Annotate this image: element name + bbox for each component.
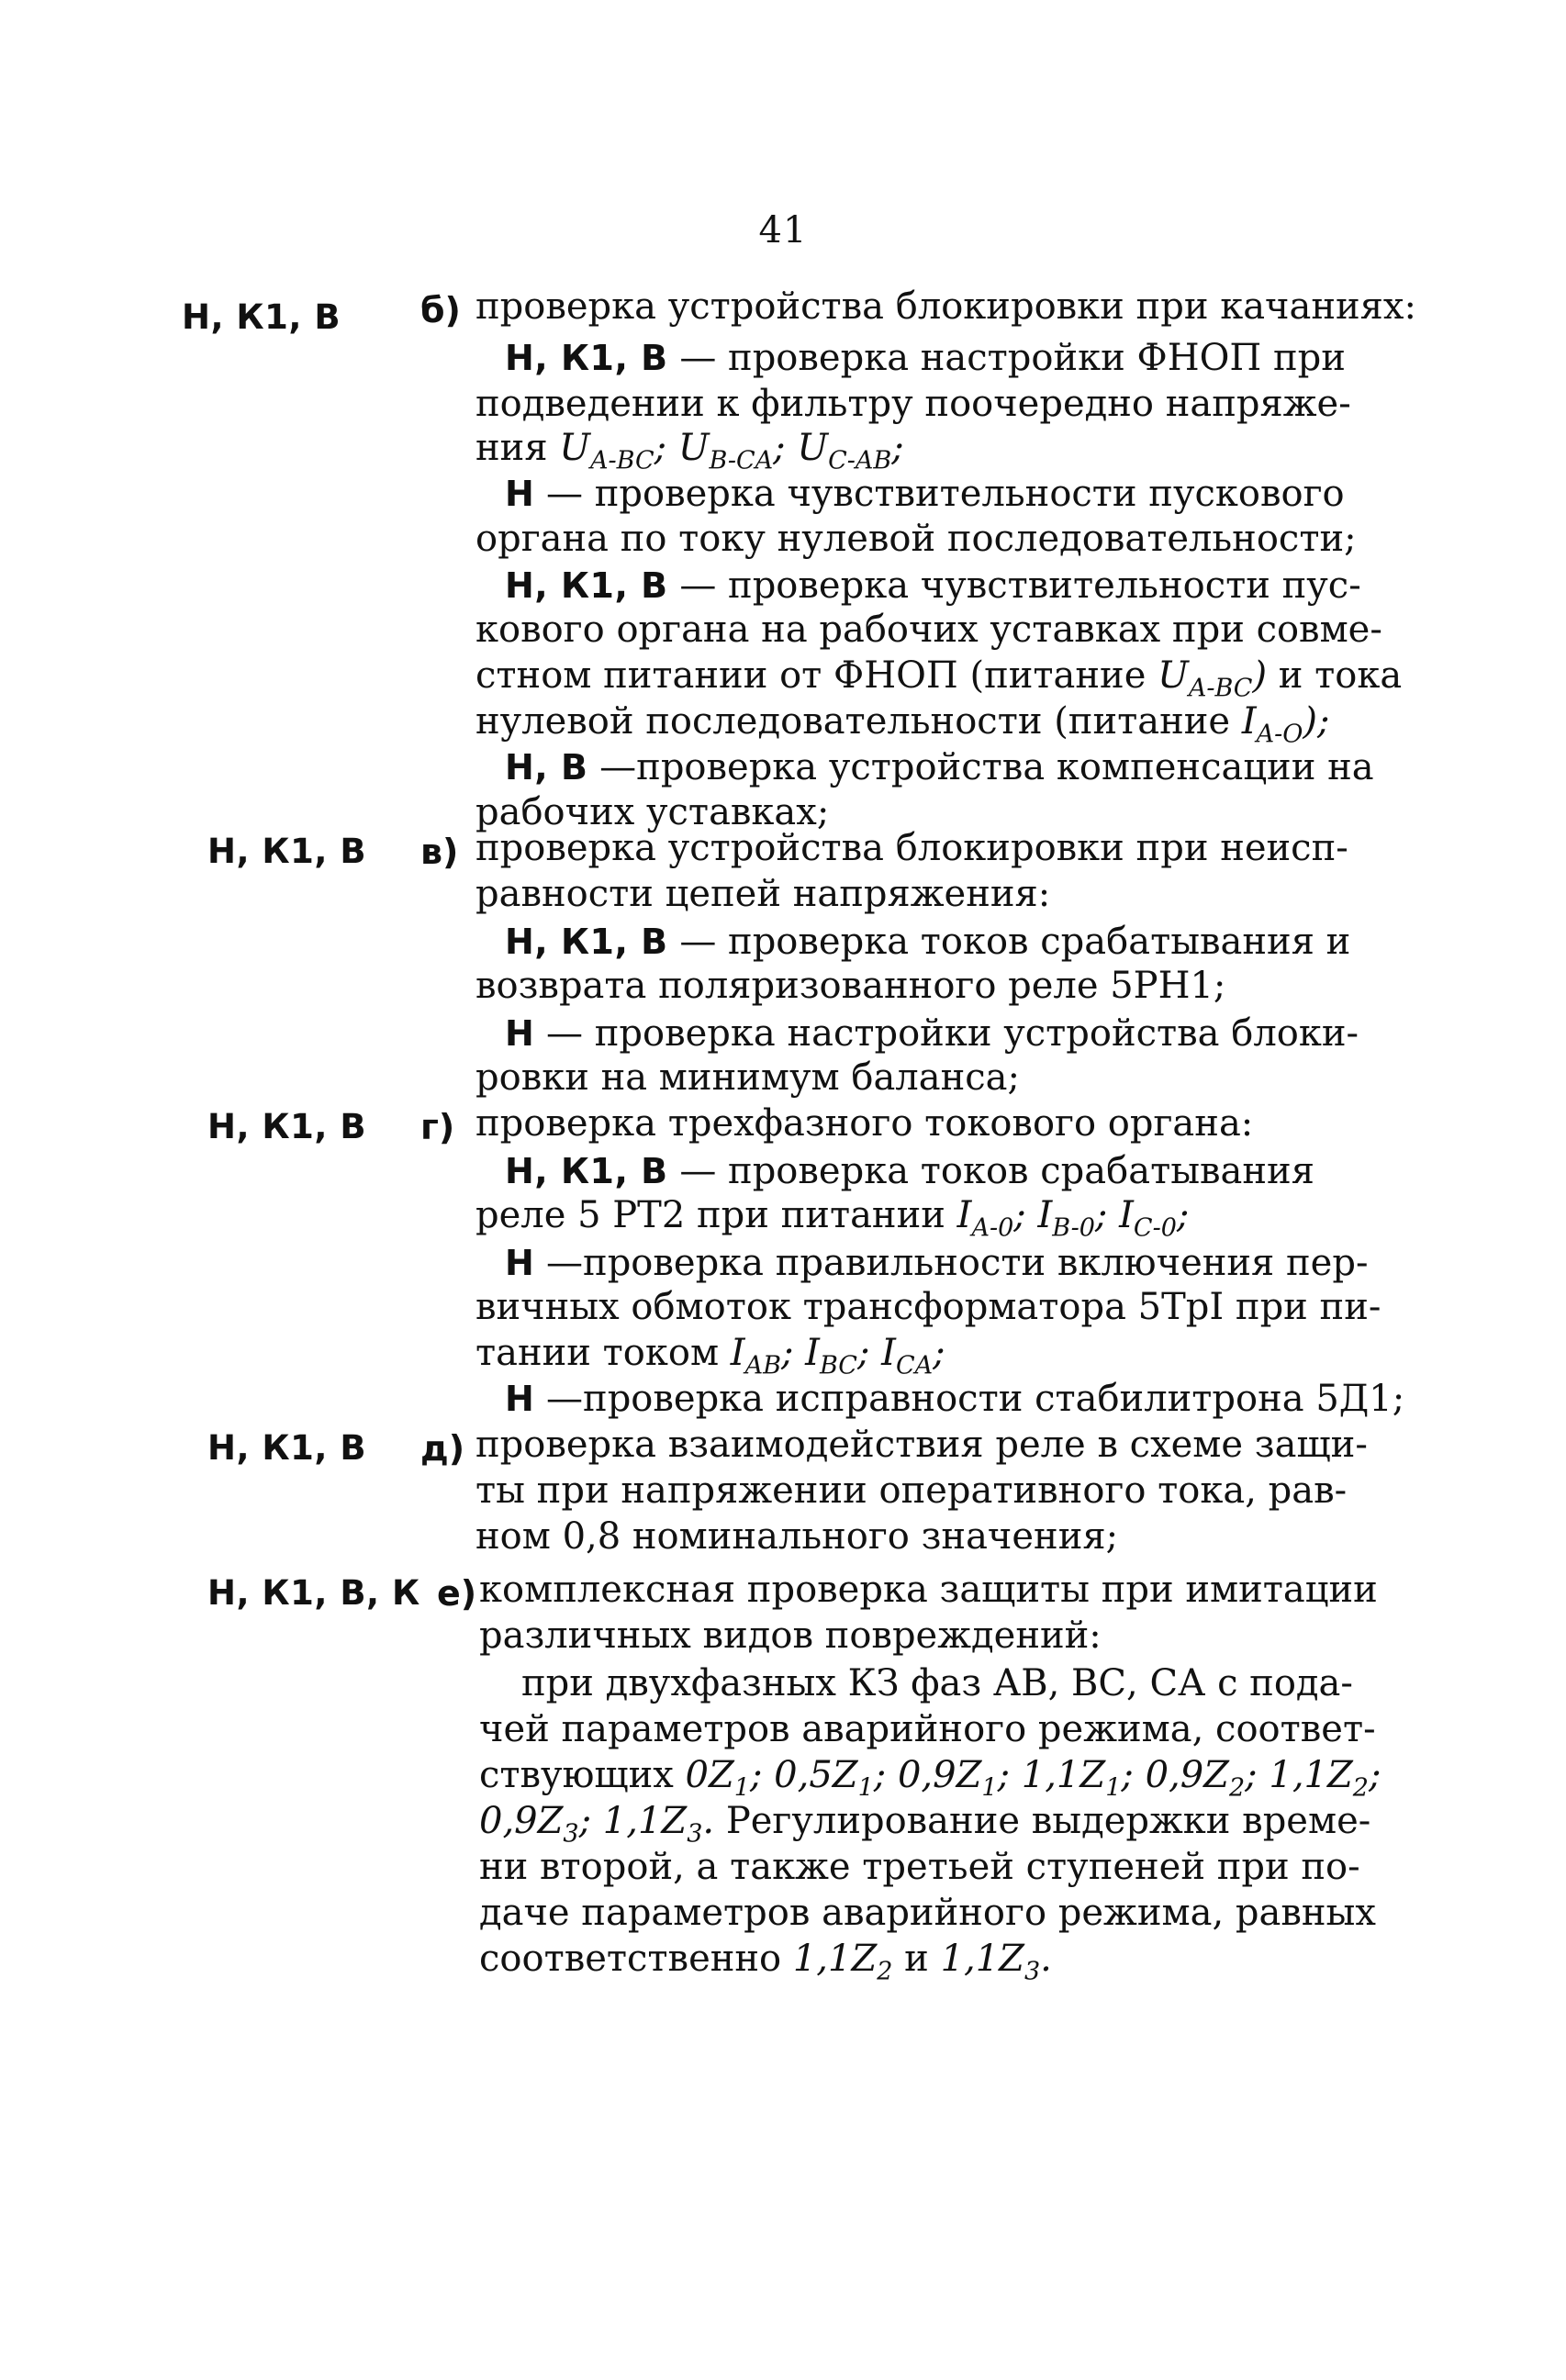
- condition-lead: Н: [505, 1243, 535, 1283]
- text-line: [505, 334, 1349, 382]
- section-tag: Н, К1, В, К: [207, 1573, 420, 1613]
- item-marker: в): [420, 832, 459, 872]
- text-line: [475, 1329, 945, 1380]
- text-segment: —проверка исправности стабилитрона 5Д1;: [546, 1378, 1405, 1420]
- text-line: ты при напряжении оперативного тока, рав-: [475, 1469, 1348, 1512]
- section-tag: Н, К1, В: [207, 832, 367, 871]
- text-line: [505, 1010, 1359, 1057]
- formula: $I_{A-0}$; $I_{B-0}$; $I_{C-0}$;: [956, 1194, 1190, 1243]
- item-heading: комплексная проверка защиты при имитации: [479, 1569, 1378, 1611]
- text-line: ном 0,8 номинального значения;: [475, 1515, 1119, 1558]
- text-segment: соответственно: [479, 1938, 782, 1980]
- formula: $0Z_1$; $0,5Z_1$; $0,9Z_1$; $1,1Z_1$; $0,9Z_2$; $1,1Z_2$;: [685, 1754, 1381, 1803]
- item-heading: проверка устройства блокировки при неисп-: [475, 827, 1348, 869]
- text-line: подведении к фильтру поочередно напряже-: [475, 383, 1351, 425]
- item-marker: е): [437, 1573, 477, 1614]
- item-heading: проверка трехфазного токового органа:: [475, 1102, 1254, 1145]
- text-line: [475, 698, 1330, 749]
- text-line: различных видов повреждений:: [479, 1615, 1102, 1657]
- text-line: [505, 562, 1361, 609]
- text-segment: — проверка токов срабатывания: [679, 1150, 1314, 1192]
- text-line: [475, 424, 904, 475]
- text-segment: — проверка настройки устройства блоки-: [546, 1012, 1359, 1055]
- condition-lead: Н, К1, В: [505, 922, 668, 962]
- text-segment: реле 5 РТ2 при питании: [475, 1194, 945, 1236]
- text-segment: стном питании от ФНОП (питание: [475, 654, 1147, 697]
- text-segment: — проверка настройки ФНОП при: [679, 337, 1346, 379]
- item-heading: проверка устройства блокировки при качаниях:: [475, 285, 1416, 328]
- text-line: [505, 743, 1374, 791]
- text-line: возврата поляризованного реле 5РН1;: [475, 965, 1226, 1007]
- text-segment: нулевой последовательности (питание: [475, 700, 1231, 743]
- text-line: ровки на минимум баланса;: [475, 1056, 1020, 1099]
- text-line: [479, 1935, 1052, 1986]
- condition-lead: Н, К1, В: [505, 338, 668, 378]
- text-line: [479, 1751, 1381, 1803]
- text-line: [505, 918, 1350, 966]
- text-line: ни второй, а также третьей ступеней при по-: [479, 1846, 1360, 1888]
- text-segment: и тока: [1278, 654, 1403, 697]
- formula: $1,1Z_3$.: [940, 1938, 1052, 1986]
- condition-lead: Н: [505, 1013, 535, 1054]
- text-segment: — проверка чувствительности пус-: [679, 564, 1361, 607]
- text-segment: и: [904, 1938, 929, 1980]
- text-line: [505, 470, 1345, 518]
- text-line: [475, 1191, 1190, 1243]
- formula: $I_{AB}$; $I_{BC}$; $I_{CA}$;: [730, 1332, 945, 1380]
- text-segment: —проверка устройства компенсации на: [599, 746, 1374, 788]
- item-marker: д): [420, 1428, 465, 1469]
- formula: $0,9Z_3$; $1,1Z_3$.: [479, 1800, 715, 1849]
- text-line: рабочих уставках;: [475, 791, 830, 833]
- formula: $I_{A-O}$);: [1241, 700, 1330, 749]
- text-line: [505, 1147, 1314, 1195]
- text-segment: — проверка токов срабатывания и: [679, 921, 1351, 963]
- formula: $U_{A-BC}$): [1158, 654, 1268, 703]
- item-marker: б): [420, 290, 461, 330]
- section-tag: Н, К1, В: [207, 1428, 367, 1468]
- text-segment: — проверка чувствительности пускового: [546, 473, 1345, 515]
- text-line: при двухфазных КЗ фаз АВ, ВС, СА с пода-: [521, 1662, 1353, 1704]
- formula: $1,1Z_2$: [792, 1938, 893, 1986]
- text-line: чей параметров аварийного режима, соответ-: [479, 1708, 1376, 1750]
- item-marker: г): [420, 1107, 455, 1147]
- text-line: [505, 1239, 1368, 1287]
- text-segment: тании током: [475, 1332, 720, 1374]
- text-line: [475, 652, 1403, 703]
- item-heading: проверка взаимодействия реле в схеме защи-: [475, 1424, 1368, 1466]
- text-line: [479, 1797, 1371, 1849]
- section-tag: Н, К1, В: [182, 297, 341, 337]
- text-segment: Регулирование выдержки време-: [725, 1800, 1371, 1842]
- text-line: вичных обмоток трансформатора 5ТрI при пи-: [475, 1286, 1381, 1328]
- condition-lead: Н, К1, В: [505, 1151, 668, 1191]
- text-line: органа по току нулевой последовательности;: [475, 518, 1357, 560]
- text-line: даче параметров аварийного режима, равных: [479, 1892, 1376, 1934]
- page-number: 41: [758, 209, 808, 251]
- condition-lead: Н, В: [505, 747, 588, 788]
- text-segment: ствующих: [479, 1754, 674, 1796]
- text-line: кового органа на рабочих уставках при совме-: [475, 609, 1382, 651]
- text-segment: ния: [475, 427, 548, 469]
- section-tag: Н, К1, В: [207, 1107, 367, 1146]
- condition-lead: Н: [505, 1379, 535, 1419]
- formula: $U_{A-BC}$; $U_{B-CA}$; $U_{C-AB}$;: [559, 427, 904, 475]
- text-line: [505, 1375, 1404, 1423]
- text-segment: —проверка правильности включения пер-: [546, 1242, 1369, 1284]
- condition-lead: Н, К1, В: [505, 565, 668, 606]
- text-line: равности цепей напряжения:: [475, 873, 1051, 915]
- condition-lead: Н: [505, 474, 535, 514]
